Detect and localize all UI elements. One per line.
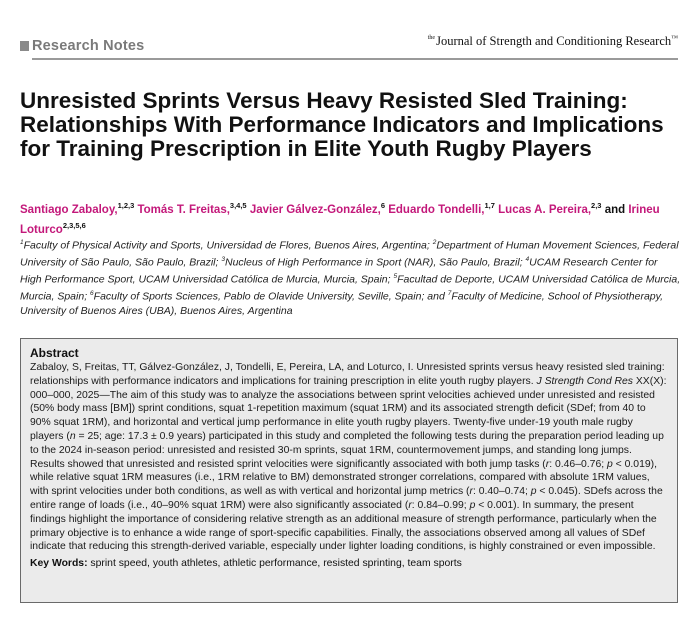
stat-symbol: n (69, 430, 76, 442)
affil-text: Faculty of Sports Sciences, Pablo de Olavide University, Seville, Spain; and (93, 290, 448, 303)
abstract-box (20, 338, 678, 603)
abstract-body: < 0.045). SDefs across the entire range of loads (i.e., 40–90% squat 1RM) were also significantly associated ( (30, 486, 663, 511)
journal-name (428, 34, 678, 49)
abstract-body: : 0.84–0.99; (411, 499, 470, 511)
page-header (14, 32, 686, 62)
author-affil-ref: 1,2,3 (117, 201, 135, 210)
affil-text: Nucleus of High Performance in Sport (NAR), São Paulo, Brazil; (224, 256, 526, 269)
affil-number: 7 (447, 290, 452, 297)
affil-text: Faculty of Medicine, School of Physiotherapy, University of Buenos Aires (UBA), Buenos Aires, Argentina (20, 290, 664, 317)
section-label: Research Notes (32, 38, 145, 54)
affil-number: 5 (393, 273, 398, 280)
stat-symbol: r (545, 458, 550, 470)
author-affil-ref: 2,3,5,6 (62, 220, 86, 230)
affil-text: UCAM Research Center for High Performance Sport, UCAM Universidad Católica de Murcia, Murcia, Spain; (20, 256, 658, 286)
abstract-body: < 0.019), while relative squat 1RM measures (i.e., 1RM relative to BM) demonstrated stronger correlations, compared with absolute 1RM values, with sprint velocities under both conditions, as well as with vertical and horizontal jump metrics ( (30, 458, 657, 498)
author-list (20, 198, 685, 238)
abstract-text (30, 361, 668, 554)
abstract-citation: Zabaloy, S, Freitas, TT, Gálvez-González, J, Tondelli, E, Pereira, LA, and Loturco, I. Unresisted sprints versus heavy resisted sled training: relationships with performance indicators and implications for training prescription in elite youth rugby players. (30, 362, 665, 387)
abstract-citation-tail: XX(X): 000–000, 2025— (30, 375, 667, 401)
affil-text: Department of Human Movement Sciences, Federal University of São Paulo, São Paulo, Brazil; (20, 239, 679, 269)
header-rule (32, 58, 678, 60)
abstract-body: The aim of this study was to analyze the associations between sprint velocities achieved under unresisted and resisted (50% body mass [BM]) sprint conditions, squat 1-repetition maximum (squat 1RM) and its associated strength deficit (SDef; from 40 to 90% squat 1RM), and horizontal and vertical jump performance in elite youth rugby players. Twenty-five under-19 youth male rugby players ( (30, 389, 655, 442)
journal-title: Journal of Strength and Conditioning Research (436, 34, 672, 48)
author-affil-ref: 6 (380, 201, 386, 210)
affiliations (20, 236, 682, 319)
author-affil-ref: 2,3 (591, 201, 602, 210)
affil-number: 2 (432, 239, 437, 246)
keywords-list: sprint speed, youth athletes, athletic performance, resisted sprinting, team sports (87, 558, 462, 570)
author-name[interactable]: Tomás T. Freitas, (137, 203, 230, 216)
author-name[interactable]: Javier Gálvez-González, (249, 203, 381, 216)
article-title: Unresisted Sprints Versus Heavy Resisted Sled Training: Relationships With Performance Indicators and Implications for Training Prescription in Elite Youth Rugby Players (20, 88, 664, 161)
journal-the: the (427, 35, 436, 41)
keywords-label: Key Words: (30, 558, 88, 570)
author-name[interactable]: Lucas A. Pereira, (498, 203, 592, 216)
affil-text: Faculty of Physical Activity and Sports, Universidad de Flores, Buenos Aires, Argentina; (23, 239, 433, 252)
section-marker (20, 41, 29, 51)
stat-symbol: r (469, 486, 473, 498)
affil-number: 6 (90, 290, 94, 297)
author-affil-ref: 1,7 (484, 201, 495, 210)
affil-text: Facultad de Deporte, UCAM Universidad Católica de Murcia, Murcia, Spain; (20, 273, 681, 303)
abstract-body: < 0.001). In summary, the present findings highlight the importance of considering relative strength as an additional measure of strength performance, particularly when the primary objective is to enhance a wide range of sport-specific capabilities. Finally, the associations observed among all values of SDef indicate that reducing this strength-derived variable, especially under lighter loading conditions, is highly constrained or even impossible. (30, 499, 657, 553)
author-name[interactable]: Santiago Zabaloy, (20, 203, 118, 216)
author-affil-ref: 3,4,5 (229, 201, 247, 210)
keywords (30, 557, 668, 571)
author-name[interactable]: Eduardo Tondelli, (388, 203, 485, 216)
author-conjunction: and (604, 203, 626, 216)
affil-number: 1 (20, 239, 24, 246)
journal-abbreviation: J Strength Cond Res (536, 375, 633, 387)
abstract-heading: Abstract (30, 346, 79, 360)
affil-number: 3 (221, 256, 225, 263)
abstract-body: = 25; age: 17.3 ± 0.9 years) participated in this study and completed the following tests during the preparation period leading up to the 2024 in-season period: unresisted and resisted 30-m sprints, squat 1RM, countermovement jumps, and standing long jumps. Results showed that unresisted and resisted sprint velocities were significantly associated with both jump tasks ( (30, 430, 664, 470)
author-name[interactable]: Irineu Loturco (20, 203, 660, 236)
abstract-body: : 0.46–0.76; (549, 458, 607, 470)
stat-symbol: p (469, 499, 476, 511)
abstract-body: : 0.40–0.74; (472, 486, 531, 498)
journal-trademark: ™ (671, 34, 678, 42)
stat-symbol: p (607, 458, 613, 470)
affil-number: 4 (525, 256, 530, 263)
stat-symbol: r (408, 499, 412, 511)
stat-symbol: p (530, 486, 537, 498)
